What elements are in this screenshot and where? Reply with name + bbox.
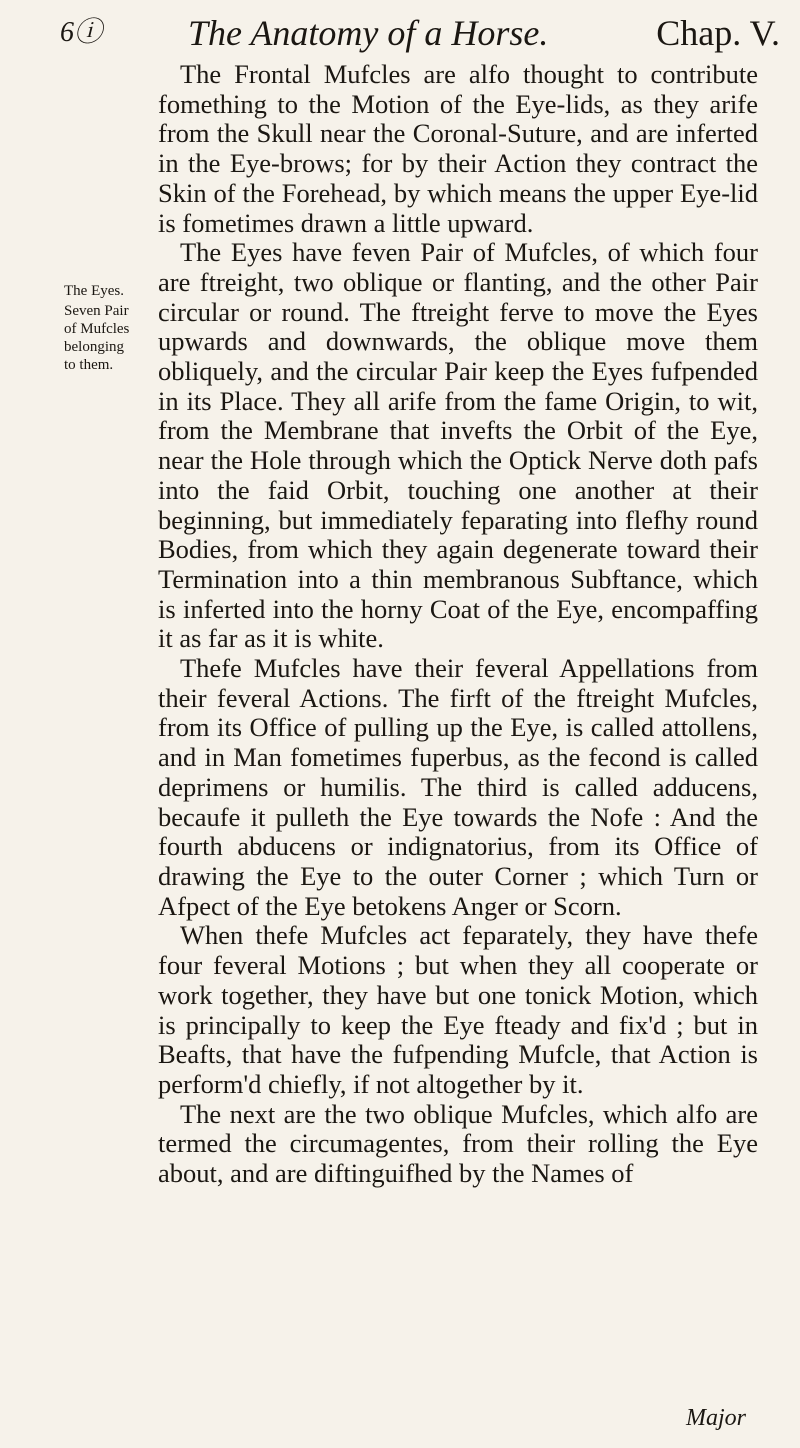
margin-note [64,282,146,374]
body-text [158,60,758,1189]
paragraph-frontal-muscles: The Frontal Mufcles are alfo thought to contribute fomething to the Motion of the Eye-lids, as they arife from the Skull near the Coronal-Suture, and are inferted in the Eye-brows; for by their Action they contract the Skin of the Forehead, by which means the upper Eye-lid is fometimes drawn a little upward. [158,59,758,238]
paragraph-appellations: Thefe Mufcles have their feveral Appellations from their feveral Actions. The firft of the ftreight Mufcles, from its Office of pulling up the Eye, is called attollens, and in Man fometimes fuperbus, as the fecond is called deprimens or humilis. The third is called adducens, becaufe it pulleth the Eye towards the Nofe : And the fourth abducens or indignatorius, from its Office of drawing the Eye to the outer Corner ; which Turn or Afpect of the Eye betokens Anger or Scorn. [158,653,758,921]
running-title: The Anatomy of a Horse. [188,13,549,53]
page-number: 6ⓘ [60,17,103,48]
paragraph-oblique-muscles: The next are the two oblique Mufcles, which alfo are termed the circumagentes, from their rolling the Eye about, and are diftinguifhed by the Names of [158,1098,758,1189]
catchword: Major [686,1405,746,1431]
chapter-label: Chap. V. [656,13,780,53]
paragraph-cooperation: When thefe Mufcles act feparately, they have thefe four feveral Motions ; but when they all cooperate or work together, they have but one tonick Motion, which is principally to keep the Eye fteady and fix'd ; but in Beafts, that have the fufpending Mufcle, that Action is perform'd chiefly, if not altogether by it. [158,920,758,1099]
margin-note-line: of Mufcles [64,321,130,337]
margin-note-line: belonging [64,339,124,355]
paragraph-eye-muscles: The Eyes have feven Pair of Mufcles, of which four are ftreight, two oblique or flanting, and the other Pair circular or round. The ftreight ferve to move the Eyes upwards and downwards, the oblique move them obliquely, and the circular Pair keep the Eyes fufpended in its Place. They all arife from the fame Origin, to wit, from the Membrane that invefts the Orbit of the Eye, near the Hole through which the Optick Nerve doth pafs into the faid Orbit, touching one another at their beginning, but immediately feparating into flefhy round Bodies, from which they again degenerate toward their Termination into a thin membranous Subftance, which is inferted into the horny Coat of the Eye, encompaffing it as far as it is white. [158,237,758,654]
margin-note-line: to them. [64,357,114,373]
margin-note-line: The Eyes. [64,283,124,299]
margin-note-line: Seven Pair [64,303,129,319]
page-header [60,8,780,58]
